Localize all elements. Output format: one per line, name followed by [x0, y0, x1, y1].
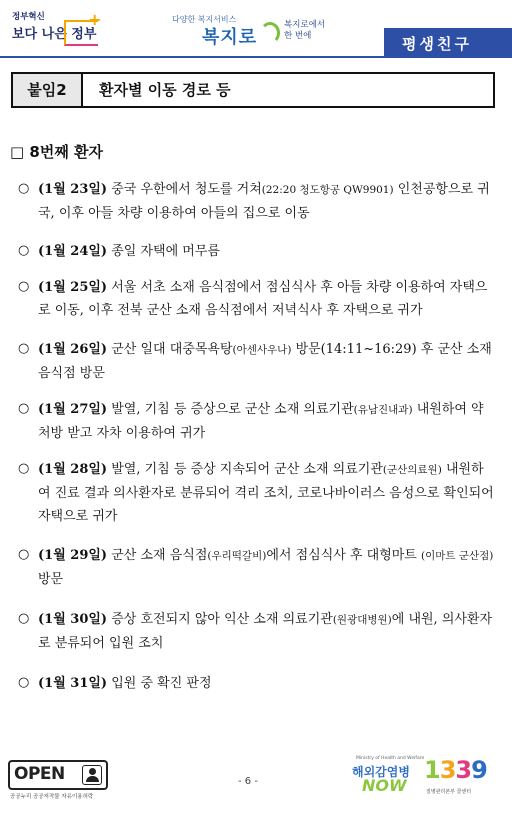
bokjiro-subtext-line1: 복지로에서 — [284, 20, 326, 30]
call-digit: 1 — [424, 756, 440, 784]
call-center-number — [424, 756, 487, 784]
entry-date: (1월 31일) — [38, 676, 108, 691]
entry-body-cont: 내원하여 진료 결과 의사환자로 분류되어 격리 조치, 코로나바이러스 음성으로 확인되어 자택으로 귀가 — [38, 462, 494, 524]
bullet-icon: ○ — [18, 243, 30, 258]
bullet-icon: ○ — [18, 611, 30, 626]
bokjiro-swoosh-icon — [260, 22, 280, 44]
lifelong-friend-label: 평생친구 — [402, 35, 472, 53]
bokjiro-brand: 복지로 — [202, 27, 258, 48]
bullet-icon: ○ — [18, 279, 30, 294]
gov-logo-text: 보다 나은 정부 — [12, 27, 97, 42]
entry-body-cont: 내원하여 약 처방 받고 자차 이용하여 귀가 — [38, 402, 484, 441]
bokjiro-tagline: 다양한 복지서비스 — [172, 15, 237, 24]
section-title-box — [11, 72, 495, 108]
bullet-icon: ○ — [18, 675, 30, 690]
entry-text — [38, 398, 494, 445]
entry-date: (1월 25일) — [38, 280, 108, 295]
entry-text — [38, 338, 494, 385]
gov-innovation-logo — [12, 10, 102, 48]
entry-date: (1월 23일) — [38, 182, 108, 197]
now-logo-ministry: Ministry of Health and Welfare — [356, 756, 425, 761]
patient-heading: □ 8번째 환자 — [10, 143, 104, 161]
entry-body: 종일 자택에 머무름 — [107, 244, 220, 259]
entry-place: (유남진내과) — [353, 404, 413, 416]
entry-date: (1월 30일) — [38, 612, 108, 627]
entry-text — [38, 276, 494, 322]
kogl-open-text: OPEN — [14, 764, 65, 784]
entry-date: (1월 29일) — [38, 548, 108, 563]
call-center-1339-logo — [424, 756, 500, 800]
entry-place: (군산의료원) — [382, 464, 442, 476]
entry-date: (1월 27일) — [38, 402, 108, 417]
entry-text — [38, 672, 494, 695]
entry-place: (아센사우나) — [232, 344, 292, 356]
kogl-caption: 공공누리 공공저작물 자유이용허락 — [10, 794, 94, 800]
attribution-person-icon — [82, 765, 102, 785]
now-logo-now: NOW — [362, 776, 407, 795]
entry-body-cont: 에서 점심식사 후 대형마트 — [266, 548, 421, 563]
entry-body: 발열, 기침 등 증상으로 군산 소재 의료기관 — [107, 402, 354, 417]
entry-text — [38, 608, 494, 655]
page-header — [0, 0, 512, 62]
section-title: 환자별 이동 경로 등 — [99, 81, 231, 99]
entry-date: (1월 28일) — [38, 462, 108, 477]
overseas-infection-now-logo — [352, 756, 425, 796]
bokjiro-subtext-line2: 한 번에 — [284, 31, 312, 41]
kogl-open-license-logo — [8, 760, 108, 790]
entry-body-cont: 인천공항으로 귀국, 이후 아들 차량 이용하여 아들의 집으로 이동 — [38, 182, 490, 221]
bullet-icon: ○ — [18, 341, 30, 356]
lifelong-friend-banner — [384, 28, 512, 58]
entry-place-2: (이마트 군산점) — [421, 550, 494, 562]
page-number: - 6 - — [238, 776, 258, 787]
attachment-tag: 붙임2 — [13, 74, 83, 106]
bokjiro-logo — [172, 14, 342, 50]
bullet-icon: ○ — [18, 461, 30, 476]
bokjiro-subtext — [284, 20, 325, 42]
bullet-icon: ○ — [18, 401, 30, 416]
call-center-caption: 질병관리본부 콜센터 — [426, 789, 472, 795]
entry-place: (22:20 청도항공 QW9901) — [261, 184, 394, 196]
entry-body: 증상 호전되지 않아 익산 소재 의료기관 — [107, 612, 333, 627]
entry-body: 중국 우한에서 청도를 거쳐 — [107, 182, 262, 197]
header-divider — [0, 56, 384, 58]
gov-logo-small-text: 정부혁신 — [12, 12, 45, 22]
entry-body: 군산 일대 대중목욕탕 — [107, 342, 233, 357]
bullet-icon: ○ — [18, 547, 30, 562]
entry-date: (1월 26일) — [38, 342, 108, 357]
entry-body-end: 방문 — [38, 572, 64, 587]
entry-text — [38, 240, 494, 263]
entry-body: 입원 중 확진 판정 — [107, 676, 212, 691]
entry-body: 군산 소재 음식점 — [107, 548, 208, 563]
entry-date: (1월 24일) — [38, 244, 108, 259]
entry-body-cont: 에 내원, 의사환자로 분류되어 입원 조치 — [38, 612, 493, 651]
call-digit: 9 — [471, 756, 487, 784]
entry-body-cont: 방문(14:11~16:29) 후 군산 소재 음식점 방문 — [38, 342, 492, 381]
entry-body: 발열, 기침 등 증상 지속되어 군산 소재 의료기관 — [107, 462, 383, 477]
bullet-icon: ○ — [18, 181, 30, 196]
gov-logo-plus-icon: + — [88, 10, 102, 29]
call-digit: 3 — [455, 756, 472, 784]
entry-place: (우리떡갈비) — [207, 550, 267, 562]
call-digit: 3 — [439, 756, 456, 784]
entry-text — [38, 458, 494, 528]
entry-place: (원광대병원) — [332, 614, 392, 626]
now-logo-title: 해외감염병 — [352, 765, 410, 779]
entry-text — [38, 544, 494, 591]
entry-text — [38, 178, 494, 225]
entry-body: 서울 서초 소재 음식점에서 점심식사 후 아들 차량 이용하여 자택으로 이동, 이후 전북 군산 소재 음식점에서 저녁식사 후 자택으로 귀가 — [38, 280, 488, 318]
